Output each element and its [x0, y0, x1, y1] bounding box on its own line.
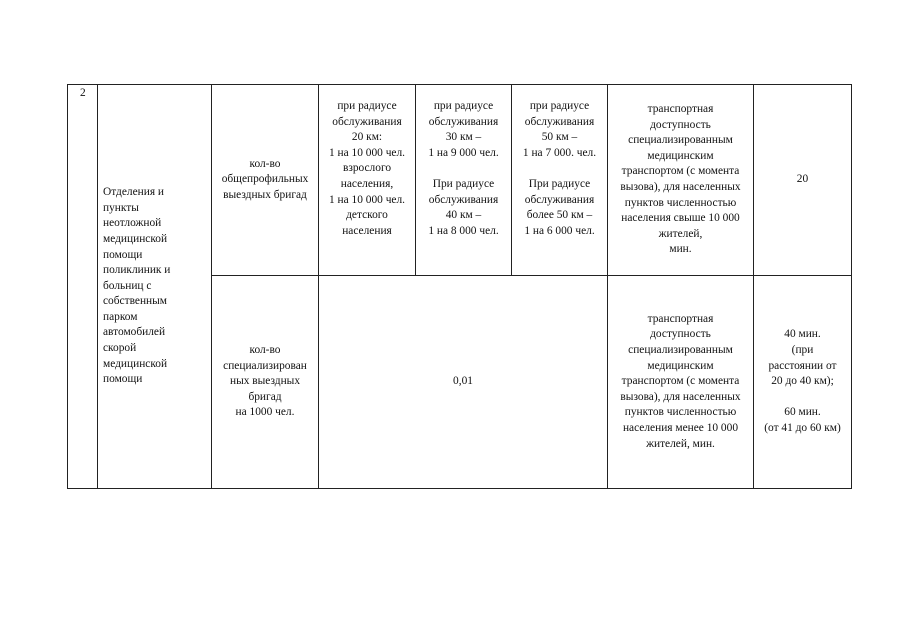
norms-table: [67, 84, 852, 489]
indicator-cell: кол-во общепрофильных выездных бригад: [212, 85, 319, 276]
value-cell: 20: [754, 85, 852, 276]
norm-20km-cell: при радиусе обслуживания 20 км: 1 на 10 000 чел. взрослого населения, 1 на 10 000 чел. детского населения: [319, 85, 416, 276]
facility-cell: Отделения и пункты неотложной медицинской помощи поликлиник и больниц с собственным парком автомобилей скорой медицинской помощи: [98, 85, 212, 489]
norm-cell: 0,01: [319, 276, 608, 489]
accessibility-cell: транспортная доступность специализированным медицинским транспортом (с момента вызова), для населенных пунктов численностью населения свыше 10 000 жителей, мин.: [608, 85, 754, 276]
value-cell: 40 мин. (при расстоянии от 20 до 40 км); 60 мин. (от 41 до 60 км): [754, 276, 852, 489]
row-number-cell: 2: [68, 85, 98, 489]
norm-30-40km-cell: при радиусе обслуживания 30 км – 1 на 9 000 чел. При радиусе обслуживания 40 км – 1 на 8 000 чел.: [416, 85, 512, 276]
accessibility-cell: транспортная доступность специализированным медицинским транспортом (с момента вызова), для населенных пунктов численностью населения менее 10 000 жителей, мин.: [608, 276, 754, 489]
norm-50km-plus-cell: при радиусе обслуживания 50 км – 1 на 7 000. чел. При радиусе обслуживания более 50 км – 1 на 6 000 чел.: [512, 85, 608, 276]
indicator-cell: кол-во специализирован ных выездных бригад на 1000 чел.: [212, 276, 319, 489]
table-row: [68, 85, 852, 276]
